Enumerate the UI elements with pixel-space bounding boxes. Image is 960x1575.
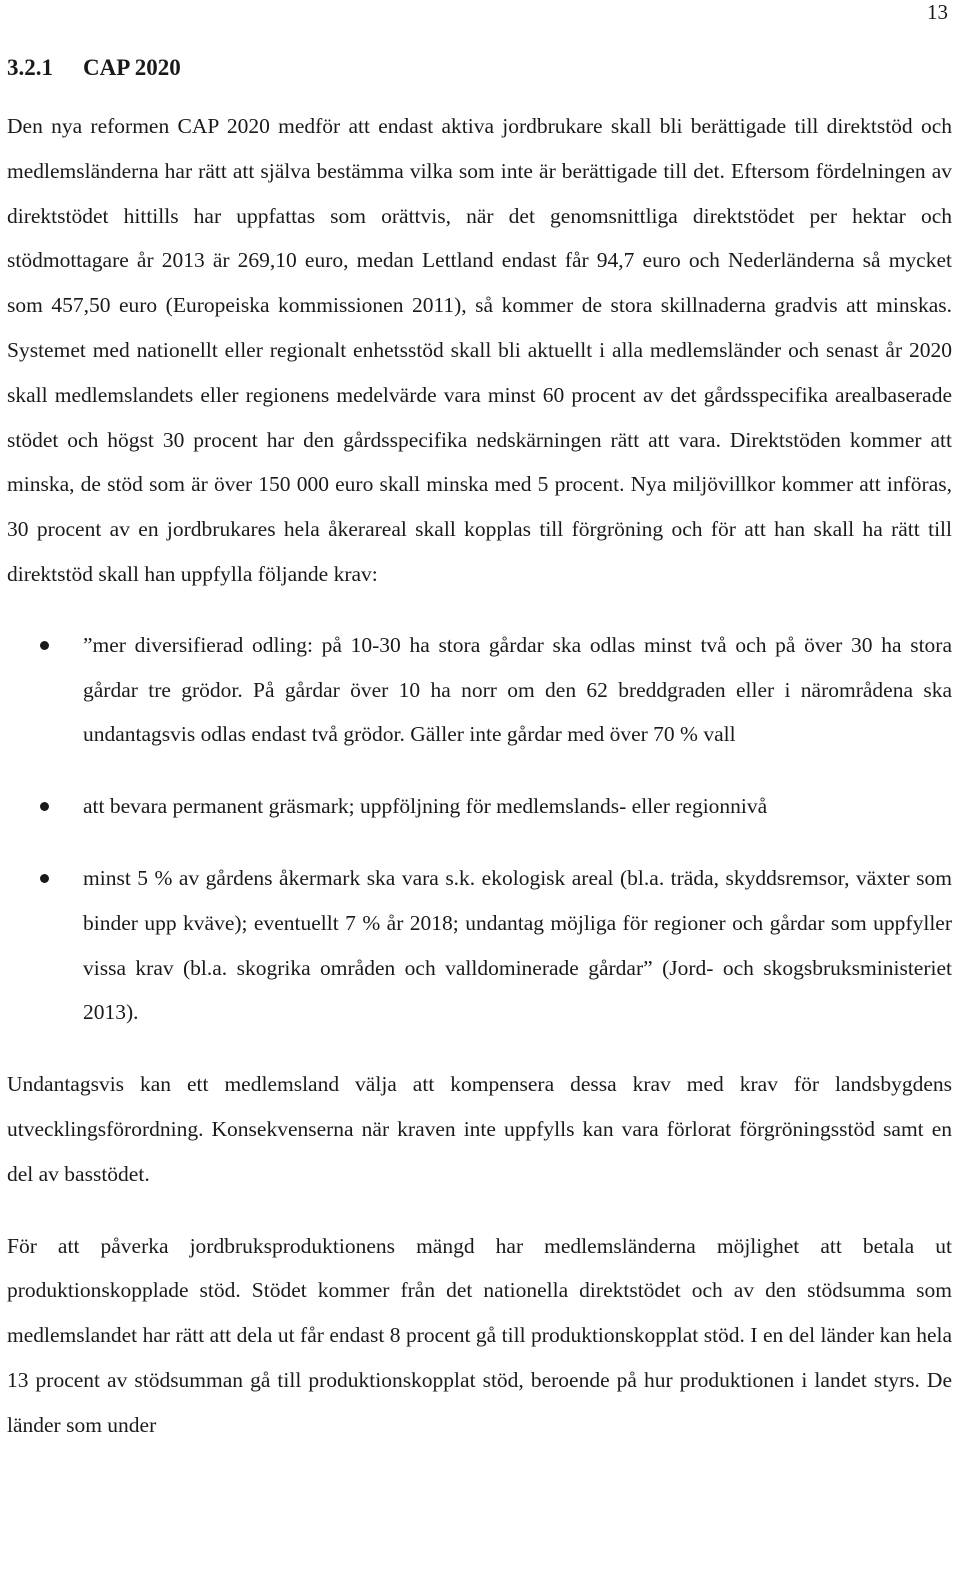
- section-title: CAP 2020: [83, 55, 181, 80]
- paragraph-coupled-support: För att påverka jordbruksproduktionens mängd har medlemsländerna möjlighet att betala ut produktionskopplade stöd. Stödet kommer från det nationella direktstödet och av den stödsumma som medlemslandet har rätt att dela ut får endast 8 procent gå till produktionskopplat stöd. I en del länder kan hela 13 procent av stödsumman gå till produktionskopplat stöd, beroende på hur produktionen i landet styrs. De länder som under: [7, 1233, 952, 1437]
- list-item: [7, 623, 952, 757]
- requirements-list: [7, 623, 952, 1035]
- list-item: [7, 856, 952, 1035]
- paragraph-intro: Den nya reformen CAP 2020 medför att endast aktiva jordbrukare skall bli berättigade till direktstöd och medlemsländerna har rätt att själva bestämma vilka som inte är berättigade till det. Eftersom fördelningen av direktstödet hittills har uppfattas som orättvis, när det genomsnittliga direktstödet per hektar och stödmottagare år 2013 är 269,10 euro, medan Lettland endast får 94,7 euro och Nederländerna så mycket som 457,50 euro (Europeiska kommissionen 2011), så kommer de stora skillnaderna gradvis att minskas. Systemet med nationellt eller regionalt enhetsstöd skall bli aktuellt i alla medlemsländer och senast år 2020 skall medlemslandets eller regionens medelvärde vara minst 60 procent av det gårdsspecifika arealbaserade stödet och högst 30 procent har den gårdsspecifika nedskärningen rätt att vara. Direktstöden kommer att minska, de stöd som är över 150 000 euro skall minska med 5 procent. Nya miljövillkor kommer att införas, 30 procent av en jordbrukares hela åkerareal skall kopplas till förgröning och för att han skall ha rätt till direktstöd skall han uppfylla följande krav:: [7, 114, 952, 586]
- section-number: 3.2.1: [7, 55, 53, 80]
- page-number: 13: [927, 0, 948, 24]
- bullet-icon: [40, 874, 49, 883]
- bullet-icon: [40, 802, 49, 811]
- bullet-icon: [40, 641, 49, 650]
- list-item-text: minst 5 % av gårdens åkermark ska vara s.k. ekologisk areal (bl.a. träda, skyddsremsor, växter som binder upp kväve); eventuellt 7 % år 2018; undantag möjliga för regioner och gårdar som uppfyller vissa krav (bl.a. skogrika områden och valldominerade gårdar” (Jord- och skogsbruksministeriet 2013).: [83, 865, 952, 1025]
- section-heading: [7, 53, 181, 83]
- list-item: [7, 784, 952, 829]
- paragraph-exceptions: Undantagsvis kan ett medlemsland välja att kompensera dessa krav med krav för landsbygdens utvecklingsförordning. Konsekvenserna när kraven inte uppfylls kan vara förlorat förgröningsstöd samt en del av basstödet.: [7, 1072, 952, 1186]
- list-item-text: ”mer diversifierad odling: på 10-30 ha stora gårdar ska odlas minst två och på över 30 ha stora gårdar tre grödor. På gårdar över 10 ha norr om den 62 breddgraden eller i närområdena ska undantagsvis odlas endast två grödor. Gäller inte gårdar med över 70 % vall: [83, 632, 952, 747]
- list-item-text: att bevara permanent gräsmark; uppföljning för medlemslands- eller regionnivå: [83, 794, 768, 819]
- body-text: [7, 104, 952, 1448]
